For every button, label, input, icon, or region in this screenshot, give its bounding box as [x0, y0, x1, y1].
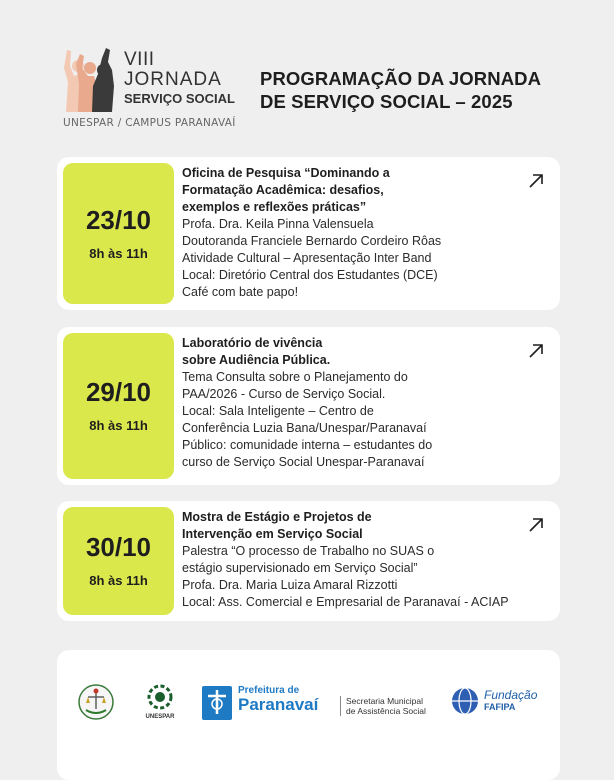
- service-social-emblem-icon: [77, 682, 115, 722]
- fafipa-globe-icon: [450, 686, 480, 716]
- secretaria-line-2: de Assistência Social: [346, 706, 426, 716]
- logo-subtitle: UNESPAR / CAMPUS PARANAVAÍ: [63, 117, 236, 129]
- event-date-box: [63, 333, 174, 479]
- event-title-line: Oficina de Pesquisa “Dominando a: [182, 166, 390, 180]
- secretaria-logo: [340, 696, 426, 716]
- fafipa-logo: [450, 686, 550, 720]
- page-title-line-2: DE SERVIÇO SOCIAL – 2025: [260, 91, 513, 112]
- event-time: 8h às 11h: [89, 418, 148, 433]
- secretaria-line-1: Secretaria Municipal: [346, 696, 424, 706]
- event-title-line: Laboratório de vivência: [182, 336, 323, 350]
- page-title-line-1: PROGRAMAÇÃO DA JORNADA: [260, 68, 542, 89]
- logo-jornada: JORNADA: [124, 69, 222, 90]
- event-detail-line: Local: Ass. Comercial e Empresarial de Paranavaí - ACIAP: [182, 595, 509, 609]
- logo-title: [124, 50, 235, 105]
- header: [0, 0, 614, 140]
- raised-hands-figures-icon: [62, 46, 118, 112]
- arrow-up-right-icon[interactable]: [526, 341, 546, 361]
- event-detail-line: Palestra “O processo de Trabalho no SUAS o: [182, 544, 435, 558]
- prefeitura-city-label: Paranavaí: [238, 695, 319, 714]
- event-title-line: Intervenção em Serviço Social: [182, 527, 363, 541]
- event-date-box: [63, 507, 174, 615]
- event-card-2[interactable]: [57, 327, 560, 485]
- event-title-line: Formatação Acadêmica: desafios,: [182, 183, 384, 197]
- event-detail-line: Local: Sala Inteligente – Centro de: [182, 404, 374, 418]
- event-detail-line: Profa. Dra. Maria Luiza Amaral Rizzotti: [182, 578, 398, 592]
- prefeitura-small-label: Prefeitura de: [238, 685, 300, 696]
- event-detail-line: Público: comunidade interna – estudantes do: [182, 438, 433, 452]
- event-detail-line: PAA/2026 - Curso de Serviço Social.: [182, 387, 386, 401]
- event-detail-line: estágio supervisionado em Serviço Social”: [182, 561, 418, 575]
- event-time: 8h às 11h: [89, 573, 148, 588]
- event-date-box: [63, 163, 174, 304]
- prefeitura-crest-icon: [200, 684, 234, 722]
- event-info: [182, 509, 552, 611]
- fundacao-label: Fundação: [484, 688, 538, 702]
- event-detail-line: Local: Diretório Central dos Estudantes (DCE): [182, 268, 438, 282]
- page-title: [260, 67, 541, 113]
- unespar-label: UNESPAR: [145, 714, 175, 720]
- event-card-1[interactable]: [57, 157, 560, 310]
- unespar-logo: [141, 684, 179, 720]
- event-detail-line: Tema Consulta sobre o Planejamento do: [182, 370, 408, 384]
- event-detail-line: curso de Serviço Social Unespar-Paranavaí: [182, 455, 425, 469]
- event-title-line: sobre Audiência Pública.: [182, 353, 331, 367]
- event-title-line: Mostra de Estágio e Projetos de: [182, 510, 372, 524]
- event-time: 8h às 11h: [89, 245, 148, 261]
- arrow-up-right-icon[interactable]: [526, 515, 546, 535]
- prefeitura-logo: [200, 684, 345, 724]
- event-card-3[interactable]: [57, 501, 560, 621]
- event-date: 29/10: [85, 377, 152, 407]
- event-date: 23/10: [85, 204, 152, 235]
- logo-servico-social: SERVIÇO SOCIAL: [124, 91, 236, 106]
- event-date: 30/10: [85, 532, 152, 562]
- event-title-line: exemplos e reflexões práticas”: [182, 200, 367, 214]
- unespar-icon: [145, 684, 175, 710]
- partners-footer: [57, 650, 560, 780]
- event-info: [182, 165, 552, 301]
- arrow-up-right-icon[interactable]: [526, 171, 546, 191]
- fafipa-label: FAFIPA: [484, 702, 516, 712]
- event-detail-line: Conferência Luzia Bana/Unespar/Paranavaí: [182, 421, 427, 435]
- event-detail-line: Doutoranda Franciele Bernardo Cordeiro Rôas: [182, 234, 442, 248]
- logo-roman: VIII: [124, 49, 155, 70]
- event-info: [182, 335, 552, 471]
- event-detail-line: Atividade Cultural – Apresentação Inter Band: [182, 251, 432, 265]
- event-detail-line: Café com bate papo!: [182, 285, 299, 299]
- event-detail-line: Profa. Dra. Keila Pinna Valensuela: [182, 217, 374, 231]
